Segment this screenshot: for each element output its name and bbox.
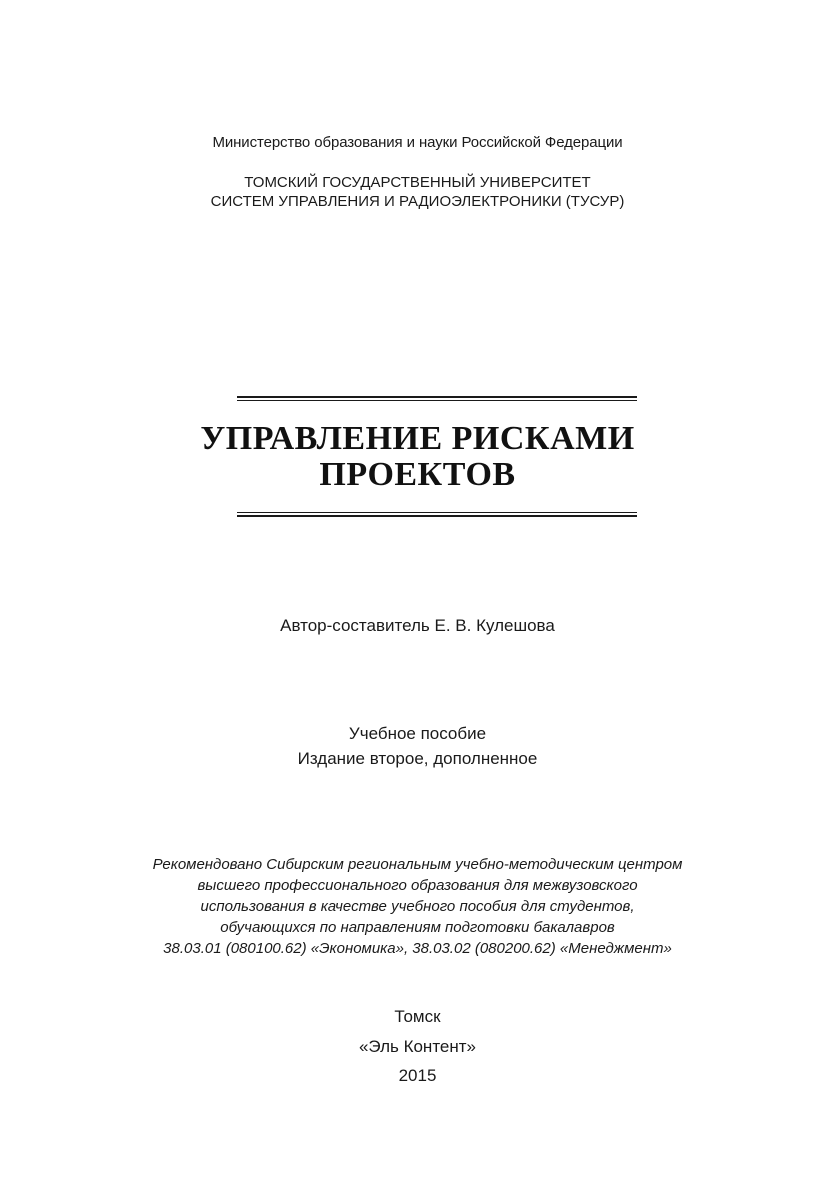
author-line: Автор-составитель Е. В. Кулешова xyxy=(280,616,555,635)
recommendation-line: использования в качестве учебного пособия для студентов, xyxy=(200,898,635,915)
university-name-line-2: СИСТЕМ УПРАВЛЕНИЯ И РАДИОЭЛЕКТРОНИКИ (ТУСУР) xyxy=(210,193,625,210)
recommendation-line: обучающихся по направлениям подготовки бакалавров xyxy=(220,919,615,936)
recommendation-line: высшего профессионального образования для межвузовского xyxy=(197,877,638,894)
publication-type: Учебное пособие xyxy=(348,724,487,743)
title-bottom-rule xyxy=(237,510,637,517)
imprint-publisher: «Эль Контент» xyxy=(358,1037,477,1056)
title-top-rule xyxy=(237,396,637,401)
edition-note: Издание второе, дополненное xyxy=(297,749,538,768)
recommendation-line: 38.03.01 (080100.62) «Экономика», 38.03.02 (080200.62) «Менеджмент» xyxy=(163,940,672,957)
imprint-year: 2015 xyxy=(398,1066,437,1085)
university-name-line-1: ТОМСКИЙ ГОСУДАРСТВЕННЫЙ УНИВЕРСИТЕТ xyxy=(244,174,591,191)
book-title-line-2: ПРОЕКТОВ xyxy=(319,456,516,493)
recommendation-line: Рекомендовано Сибирским региональным учебно-методическим центром xyxy=(152,856,683,873)
book-title-line-1: УПРАВЛЕНИЕ РИСКАМИ xyxy=(200,420,635,457)
imprint-city: Томск xyxy=(394,1007,441,1026)
ministry-name: Министерство образования и науки Российской Федерации xyxy=(212,134,623,151)
